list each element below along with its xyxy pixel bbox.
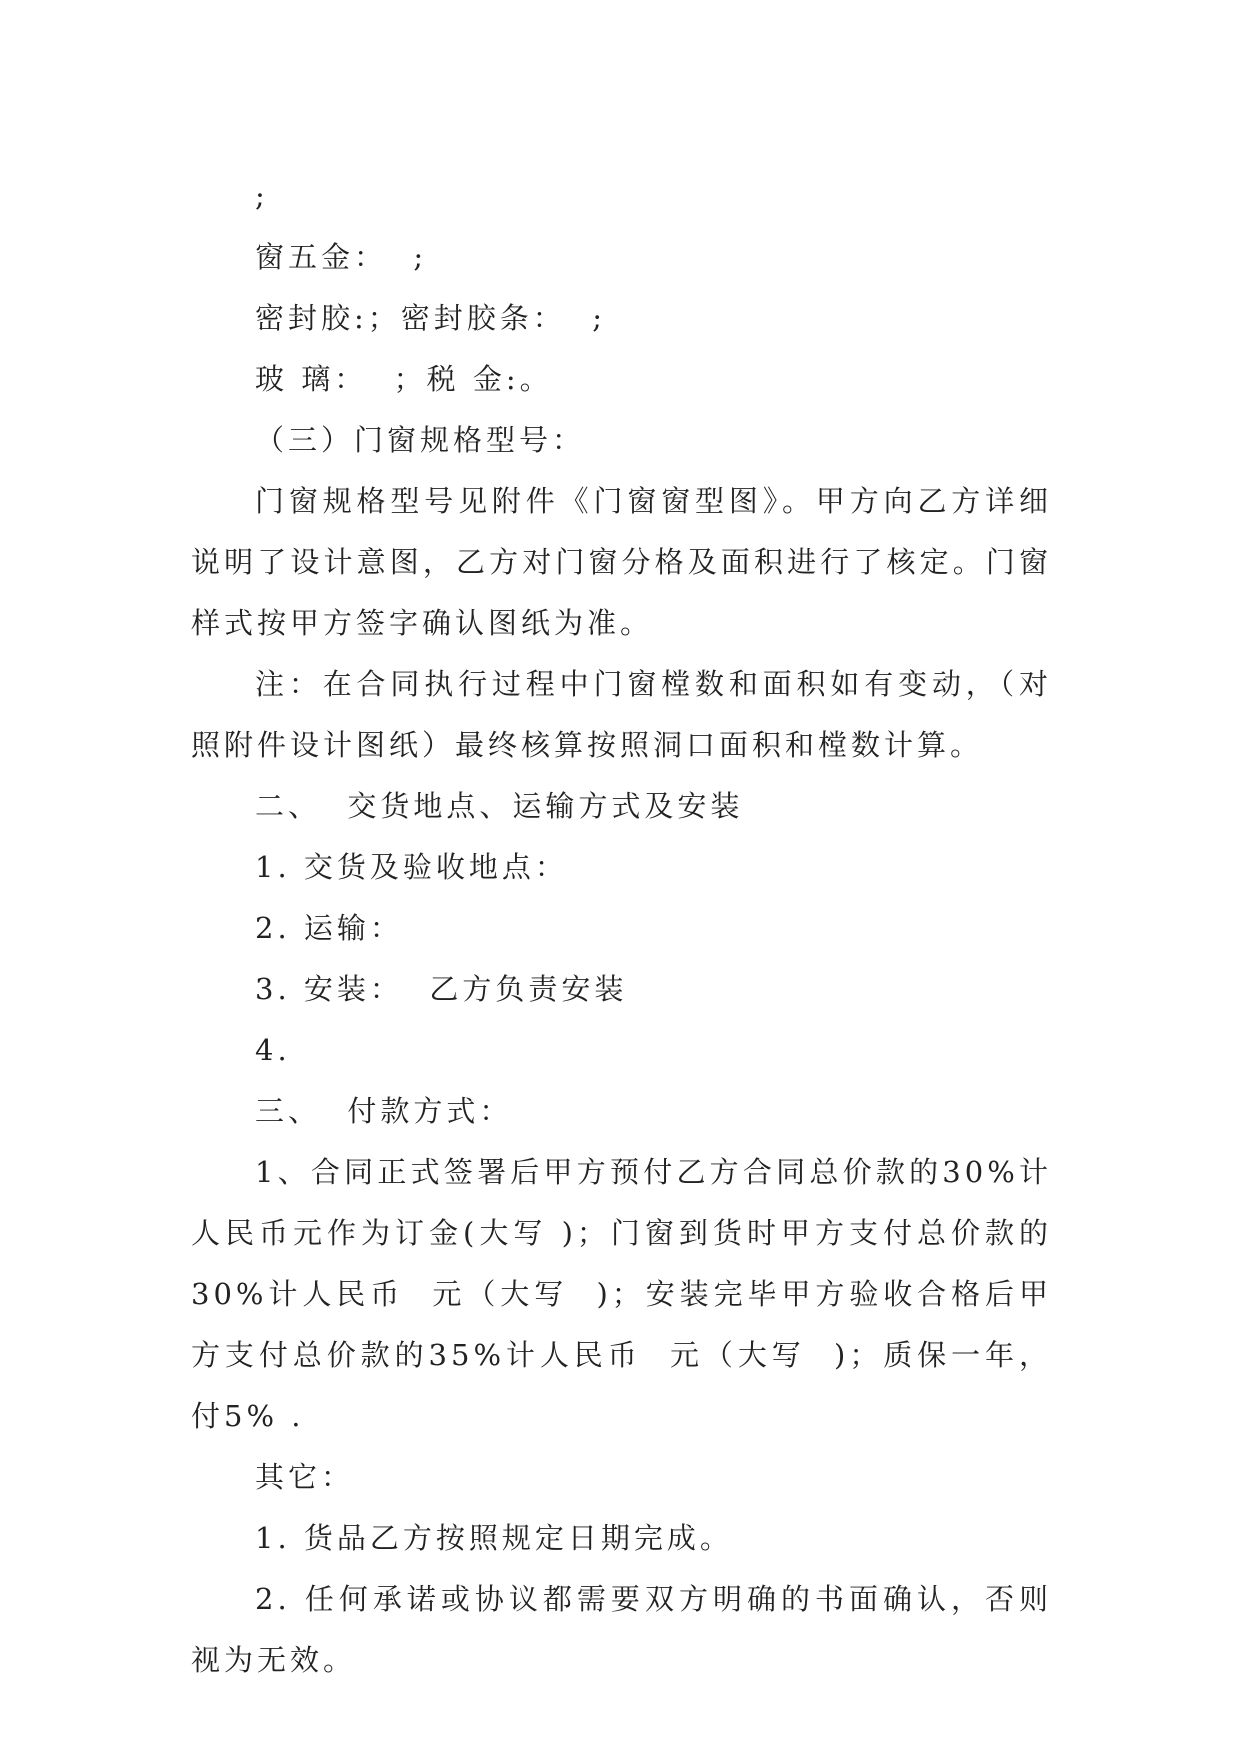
paragraph-window-hardware: 窗五金： ; <box>255 240 428 274</box>
paragraph-window-specs: 门窗规格型号见附件《门窗窗型图》。甲方向乙方详细说明了设计意图，乙方对门窗分格及面积进行了核定。门窗样式按甲方签字确认图纸为准。 <box>191 484 1052 640</box>
list-item-installation: 3. 安装： 乙方负责安装 <box>255 972 628 1006</box>
paragraph-semicolon: ; <box>255 179 269 213</box>
heading-delivery: 二、 交货地点、运输方式及安装 <box>255 789 744 823</box>
paragraph-payment-terms: 1、合同正式签署后甲方预付乙方合同总价款的30%计人民币元作为订金(大写 )；门窗到货时甲方支付总价款的30%计人民币 元（大写 )；安装完毕甲方验收合格后甲方支付总价款的35%计人民币 元（大写 )；质保一年，付5% . <box>191 1155 1052 1433</box>
list-item-4: 4. <box>255 1033 291 1067</box>
paragraph-glass-tax: 玻 璃： ；税 金:。 <box>255 362 553 396</box>
heading-window-specs: （三）门窗规格型号： <box>255 423 586 457</box>
document-body <box>191 166 1052 1691</box>
list-item-delivery-location: 1. 交货及验收地点： <box>255 850 568 884</box>
list-item-transport: 2. 运输： <box>255 911 403 945</box>
list-item-completion: 1. 货品乙方按照规定日期完成。 <box>255 1521 733 1555</box>
paragraph-note: 注：在合同执行过程中门窗樘数和面积如有变动，（对照附件设计图纸）最终核算按照洞口面积和樘数计算。 <box>191 667 1052 762</box>
paragraph-sealant: 密封胶:；密封胶条： ; <box>255 301 606 335</box>
list-item-written-confirmation: 2. 任何承诺或协议都需要双方明确的书面确认，否则视为无效。 <box>191 1582 1052 1677</box>
heading-payment: 三、 付款方式： <box>255 1094 513 1128</box>
heading-other: 其它： <box>255 1460 355 1494</box>
